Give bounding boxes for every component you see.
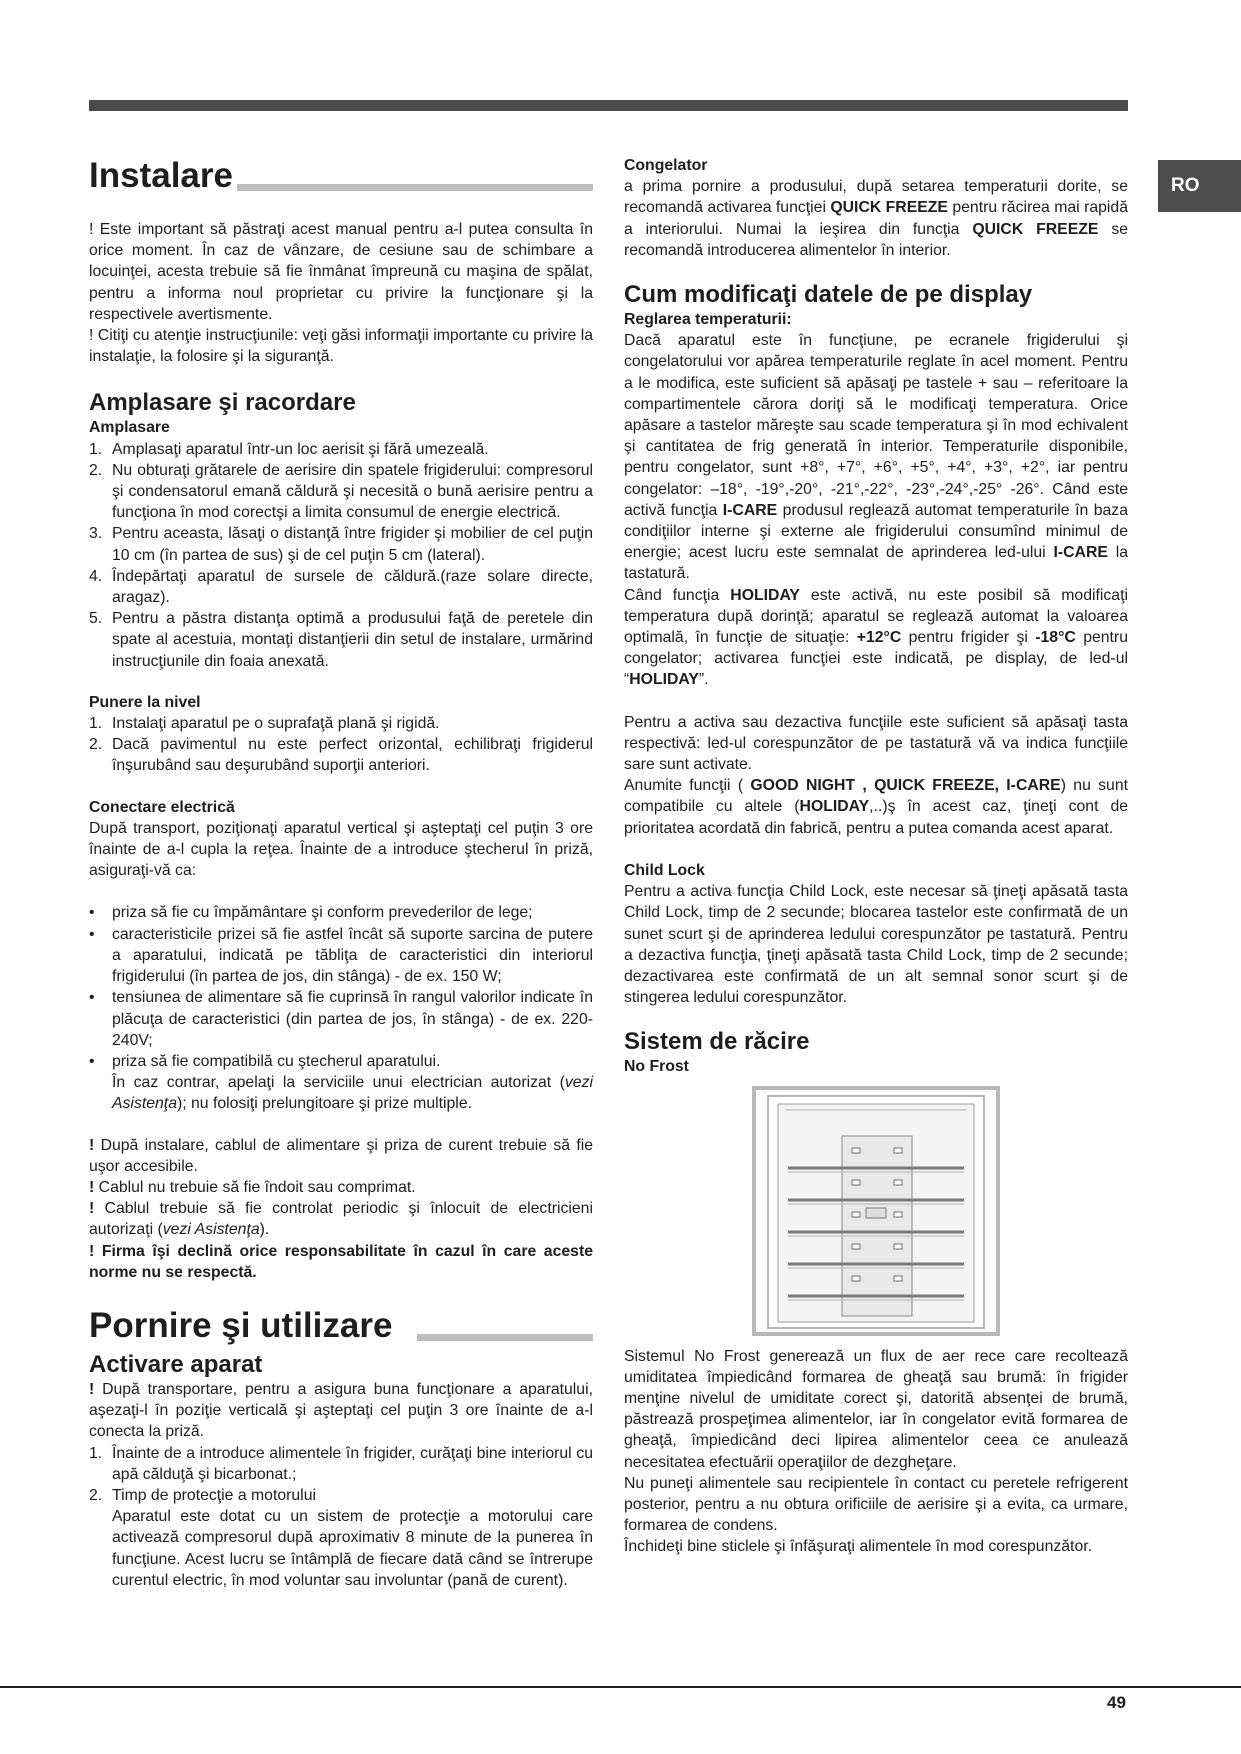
right-column <box>624 155 1128 1558</box>
freezer-drawing <box>756 1090 996 1332</box>
intro-paragraph-1: ! Este important să păstraţi acest manual pentru a-l putea consulta în orice moment. În caz de vânzare, de cesiune sau de schimbare a locuinţei, acesta trebuie să fie înmânat împreună cu maşina de spălat, pentru a informa noul proprietar cu privire la funcţionare şi la respectivele avertismente. <box>89 221 593 323</box>
list-item: • priza să fie cu împământare şi conform prevederilor de lege; <box>89 904 533 922</box>
nivel-list <box>89 713 593 777</box>
title-pornire: Pornire şi utilizare <box>89 1305 593 1349</box>
list-item: 1. Înainte de a introduce alimentele în frigider, curăţaţi bine interiorul cu apă călduţă şi bicarbonat.; <box>89 1444 593 1483</box>
activare-list <box>89 1443 593 1591</box>
reglarea-text: Dacă aparatul este în funcţiune, pe ecranele frigiderului şi congelatorului vor apărea temperaturile reglate în acel moment. Pentru a le modifica, este suficient să apăsaţi pe tastele + sau – referitoare la compartimentele cărora doriţi să le modificaţi temperatura. Orice apăsare a tastelor măreşte sau scade temperatura şi în mod echivalent şi cantitatea de frig generată în interior. Temperaturile disponibile, pentru congelator, sunt +8°, +7°, +6°, +5°, +4°, +3°, +2°, iar pentru congelator: –18°, -19°,-20°, -21°,-22°, -23°,-24°,-25° -26°. Când este activă funcţia I-CARE produsul reglează automat temperaturile în baza condiţiilor interne şi externe ale frigiderului consumînd minimul de energie; acest lucru este semnalat de aprinderea led-ului I-CARE la tastatură. <box>624 332 1129 583</box>
list-item: • priza să fie compatibilă cu ştecherul aparatului. În caz contrar, apelaţi la serviciile unui electrician autorizat (vezi Asistenţa); nu folosiţi prelungitoare şi prize multiple. <box>89 1052 593 1113</box>
functii-text-1: Pentru a activa sau dezactiva funcţiile este suficient să apăsaţi tasta respectivă: led-ul corespunzător de pe tastatură vă va indica funcţiile sare sunt activate. <box>624 713 1128 774</box>
sub-reglarea: Reglarea temperaturii: <box>624 311 792 329</box>
heading-amplasare: Amplasare şi racordare <box>89 389 356 417</box>
no-frost-text-2: Nu puneţi alimentele sau recipientele în contact cu peretele refrigerent posterior, pentru a nu obtura orificiile de aerisire şi a evita, ca urmare, formarea de condens. <box>624 1474 1128 1535</box>
functii-text-2: Anumite funcţii ( GOOD NIGHT , QUICK FREEZE, I-CARE) nu sunt compatibile cu altele (HOLIDAY,..)ş în acest caz, ţineţi cont de prioritatea acordată din fabrică, pentru a putea comanda acest aparat. <box>624 777 1129 837</box>
motor-text: Aparatul este dotat cu un sistem de protecţie a motorului care activează compresorul după aproximativ 8 minute de la punerea în funcţiune. Acest lucru se întâmplă de fiecare dată când se întrerupe curentul electric, în mod voluntar sau involuntar (pană de curent). <box>112 1508 593 1589</box>
heading-display: Cum modificaţi datele de pe display <box>624 281 1033 309</box>
left-column <box>89 155 593 1591</box>
holiday-text: Când funcţia HOLIDAY este activă, nu este posibil să modificaţi temperatura după dorinţă; aparatul se reglează automat la valoarea optimală, în funcţie de situaţie: +12°C pentru frigider şi -18°C pentru congelator; activarea funcţiei este indicată, pe display, de led-ul “HOLIDAY”. <box>624 586 1128 689</box>
page-number: 49 <box>1107 1693 1126 1712</box>
activare-intro: ! După transportare, pentru a asigura buna funcţionare a aparatului, aşezaţi-l în poziţie verticală şi aşteptaţi cel puţin 3 ore înainte de a-l conecta la priză. <box>89 1380 593 1441</box>
list-item: 1. Instalaţi aparatul pe o suprafaţă plană şi rigidă. <box>89 715 440 733</box>
list-item: 4. Îndepărtaţi aparatul de sursele de căldură.(raze solare directe, aragaz). <box>89 567 593 607</box>
warning-1: ! După instalare, cablul de alimentare şi priza de curent trebuie să fie uşor accesibile. <box>89 1136 594 1175</box>
heading-racire: Sistem de răcire <box>624 1028 810 1056</box>
warning-3: ! Cablul trebuie să fie controlat periodic şi înlocuit de electricieni autorizaţi (vezi Asistenţa). <box>89 1200 593 1239</box>
list-item: 1. Amplasaţi aparatul într-un loc aerisit şi fără umezeală. <box>89 440 489 458</box>
intro-paragraph-2: ! Citiţi cu atenţie instrucţiunile: veţi găsi informaţii importante cu privire la instalaţie, la folosire şi la siguranţă. <box>89 327 593 366</box>
freezer-interior-illustration <box>752 1086 1000 1336</box>
child-lock-text: Pentru a activa funcţia Child Lock, este necesar să ţineţi apăsată tasta Child Lock, timp de 2 secunde; blocarea tastelor este confirmată de un sunet scurt şi de aprinderea ledului corespunzător pe tastatură. Pentru a dezactiva funcţia, ţineţi apăsată tasta Child Lock, timp de 2 secunde; dezactivarea este confirmată de un alt semnal sonor scurt şi de stingerea ledului corespunzător. <box>624 883 1128 1007</box>
language-tab: RO <box>1158 160 1241 212</box>
sub-no-frost: No Frost <box>624 1058 689 1076</box>
list-item: 5. Pentru a păstra distanţa optimă a produsului faţă de peretele din spate al acestuia, montaţi distanţierii din setul de instalare, urmărind instrucţiunile din foaia anexată. <box>89 610 593 670</box>
sub-amplasare: Amplasare <box>89 419 170 437</box>
amplasare-list <box>89 439 593 672</box>
list-item: 2. Dacă pavimentul nu este perfect orizontal, echilibraţi frigiderul înşurubând sau deşurubând suporţii anteriori. <box>89 736 593 775</box>
list-item: 2. Timp de protecţie a motorului Aparatul este dotat cu un sistem de protecţie a motorului care activează compresorul după aproximativ 8 minute de la punerea în funcţiune. Acest lucru se întâmplă de fiecare dată când se întrerupe curentul electric, în mod voluntar sau involuntar (pană de curent). <box>89 1486 593 1589</box>
bottom-rule <box>0 1686 1241 1688</box>
title-instalare: Instalare <box>89 155 593 199</box>
sub-conectare: Conectare electrică <box>89 798 235 816</box>
list-item: 2. Nu obturaţi grătarele de aerisire din spatele frigiderului: compresorul şi condensatorul emană căldură şi necesită o bună aerisire pentru a funcţiona în mod corectşi a limita consumul de energie electrică. <box>89 461 593 522</box>
conectare-list <box>89 902 593 1114</box>
warning-4: ! Firma îşi declină orice responsabilitate în cazul în care aceste norme nu se respectă. <box>89 1242 593 1281</box>
sub-congelator: Congelator <box>624 157 708 174</box>
warning-2: ! Cablul nu trebuie să fie îndoit sau comprimat. <box>89 1178 416 1196</box>
list-item: • tensiunea de alimentare să fie cuprinsă în rangul valorilor indicate în plăcuţa de caracteristici (din partea de jos, în stânga) - de ex. 220-240V; <box>89 989 593 1049</box>
sub-punere-nivel: Punere la nivel <box>89 693 201 711</box>
top-rule <box>89 100 1128 111</box>
congelator-text: a prima pornire a produsului, după setarea temperaturii dorite, se recomandă activarea funcţiei QUICK FREEZE pentru răcirea mai rapidă a interiorului. Numai la ieşirea din funcţia QUICK FREEZE se recomandă introducerea alimentelor în interior. <box>624 178 1129 259</box>
list-item: 3. Pentru aceasta, lăsaţi o distanţă între frigider şi mobilier de cel puţin 10 cm (în partea de sus) şi de cel puţin 5 cm (lateral). <box>89 525 593 564</box>
list-item: • caracteristicile prizei să fie astfel încât să suporte sarcina de putere a aparatului, indicată pe tăbliţa de caracteristici din interiorul frigiderului (în partea de jos, din stânga) - de ex. 150 W; <box>89 925 593 986</box>
conectare-text: După transport, poziţionaţi aparatul vertical şi aşteptaţi cel puţin 3 ore înainte de a-l cupla la reţea. Înainte de a introduce ştecherul în priză, asiguraţi-vă ca: <box>89 819 593 880</box>
no-frost-text-1: Sistemul No Frost generează un flux de aer rece care recoltează umiditatea împiedicând formarea de gheaţă sau brumă: în frigider menţine nivelul de umiditate corect şi, datorită absenţei de brumă, păstrează prospeţimea alimentelor, iar în congelator evită formarea de gheaţă, împiedicând deci lipirea alimentelor ceea ce anulează necesitatea efectuării operaţiilor de dezgheţare. <box>624 1347 1128 1471</box>
heading-activare: Activare aparat <box>89 1350 263 1378</box>
sub-child-lock: Child Lock <box>624 861 705 879</box>
no-frost-text-3: Închideţi bine sticlele şi înfăşuraţi alimentele în mod corespunzător. <box>624 1538 1093 1556</box>
